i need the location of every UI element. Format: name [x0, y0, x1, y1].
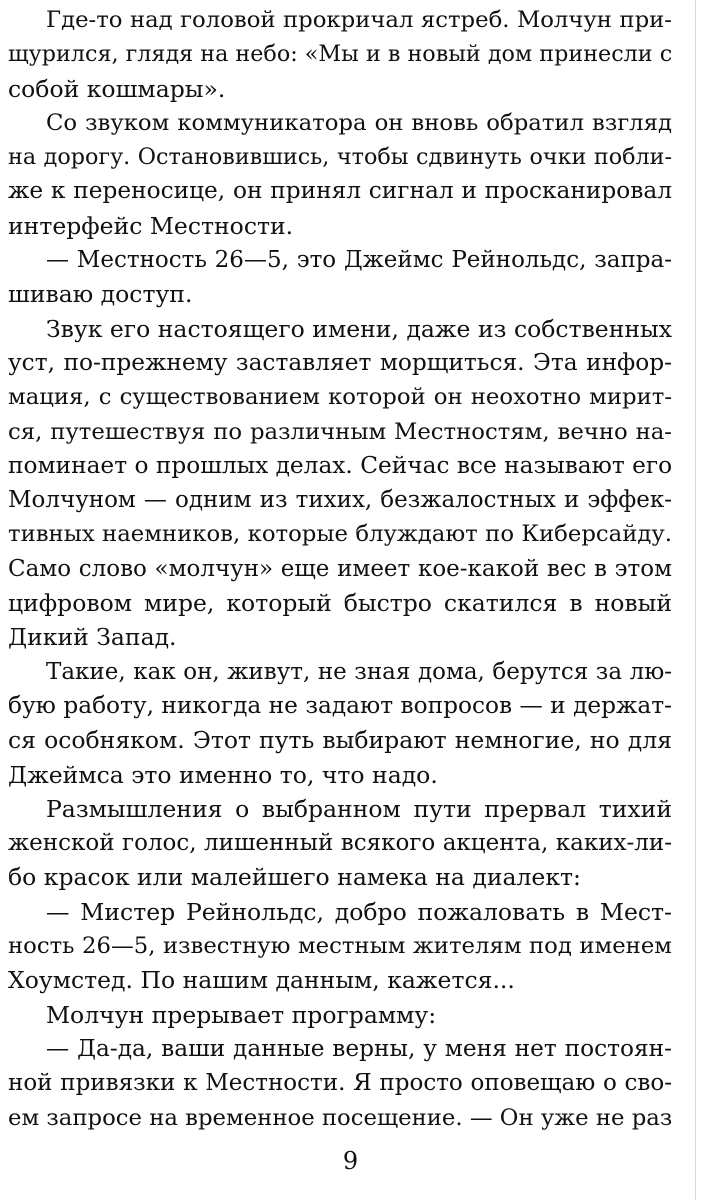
- text-line: Размышления о выбранном пути прервал тихий: [46, 794, 672, 823]
- text-line: Само слово «молчун» еще имеет кое-какой вес в этом: [8, 555, 672, 582]
- text-line: ность 26—5, известную местным жителям под именем: [8, 933, 672, 960]
- text-line: же к переносице, он принял сигнал и просканировал: [8, 177, 672, 205]
- text-line: ем запросе на временное посещение. — Он уже не раз: [8, 1104, 673, 1131]
- text-line: ся, путешествуя по различным Местностям, вечно на-: [8, 418, 672, 445]
- text-line: — Мистер Рейнольдс, добро пожаловать в Мест-: [46, 897, 672, 926]
- text-line: тивных наемников, которые блуждают по Киберсайду.: [8, 521, 672, 548]
- text-line: поминает о прошлых делах. Сейчас все называют его: [8, 451, 673, 479]
- text-line: ся особняком. Этот путь выбирают немногие, но для: [8, 726, 672, 755]
- text-line: щурился, глядя на небо: «Мы и в новый дом принесли с: [8, 41, 673, 68]
- text-line: бую работу, никогда не задают вопросов — и держат-: [8, 691, 672, 719]
- text-line: мация, с существованием которой он неохотно мирит-: [8, 384, 672, 411]
- text-line: Молчуном — одним из тихих, безжалостных и эффек-: [8, 487, 672, 514]
- text-line: Где-то над головой прокричал ястреб. Молчун при-: [46, 7, 672, 33]
- text-line: Со звуком коммуникатора он вновь обратил взгляд: [46, 109, 672, 136]
- page-edge-line: [695, 0, 696, 1200]
- text-line: Хоумстед. По нашим данным, кажется...: [8, 966, 515, 995]
- text-line: — Местность 26—5, это Джеймс Рейнольдс, запра-: [46, 247, 672, 274]
- text-line: бо красок или малейшего намека на диалект:: [8, 863, 581, 892]
- text-line: уст, по-прежнему заставляет морщиться. Эта инфор-: [8, 348, 672, 376]
- text-line: Молчун прерывает программу:: [46, 1000, 437, 1029]
- text-line: интерфейс Местности.: [8, 211, 294, 240]
- text-line: собой кошмары».: [8, 74, 226, 103]
- page-text: [8, 3, 672, 1135]
- text-line: Дикий Запад.: [8, 623, 177, 652]
- text-line: Джеймса это именно то, что надо.: [8, 760, 438, 789]
- text-line: шиваю доступ.: [8, 280, 193, 309]
- text-line: женской голос, лишенный всякого акцента, каких-ли-: [8, 830, 672, 857]
- text-line: цифровом мире, который быстро скатился в новый: [8, 589, 672, 618]
- page-number: 9: [342, 1147, 359, 1175]
- text-line: на дорогу. Остановившись, чтобы сдвинуть очки побли-: [8, 144, 672, 171]
- text-line: Такие, как он, живут, не зная дома, берутся за лю-: [46, 658, 672, 685]
- text-line: — Да-да, ваши данные верны, у меня нет постоян-: [46, 1034, 672, 1062]
- text-line: Звук его настоящего имени, даже из собственных: [46, 314, 672, 343]
- text-line: ной привязки к Местности. Я просто оповещаю о сво-: [8, 1070, 672, 1097]
